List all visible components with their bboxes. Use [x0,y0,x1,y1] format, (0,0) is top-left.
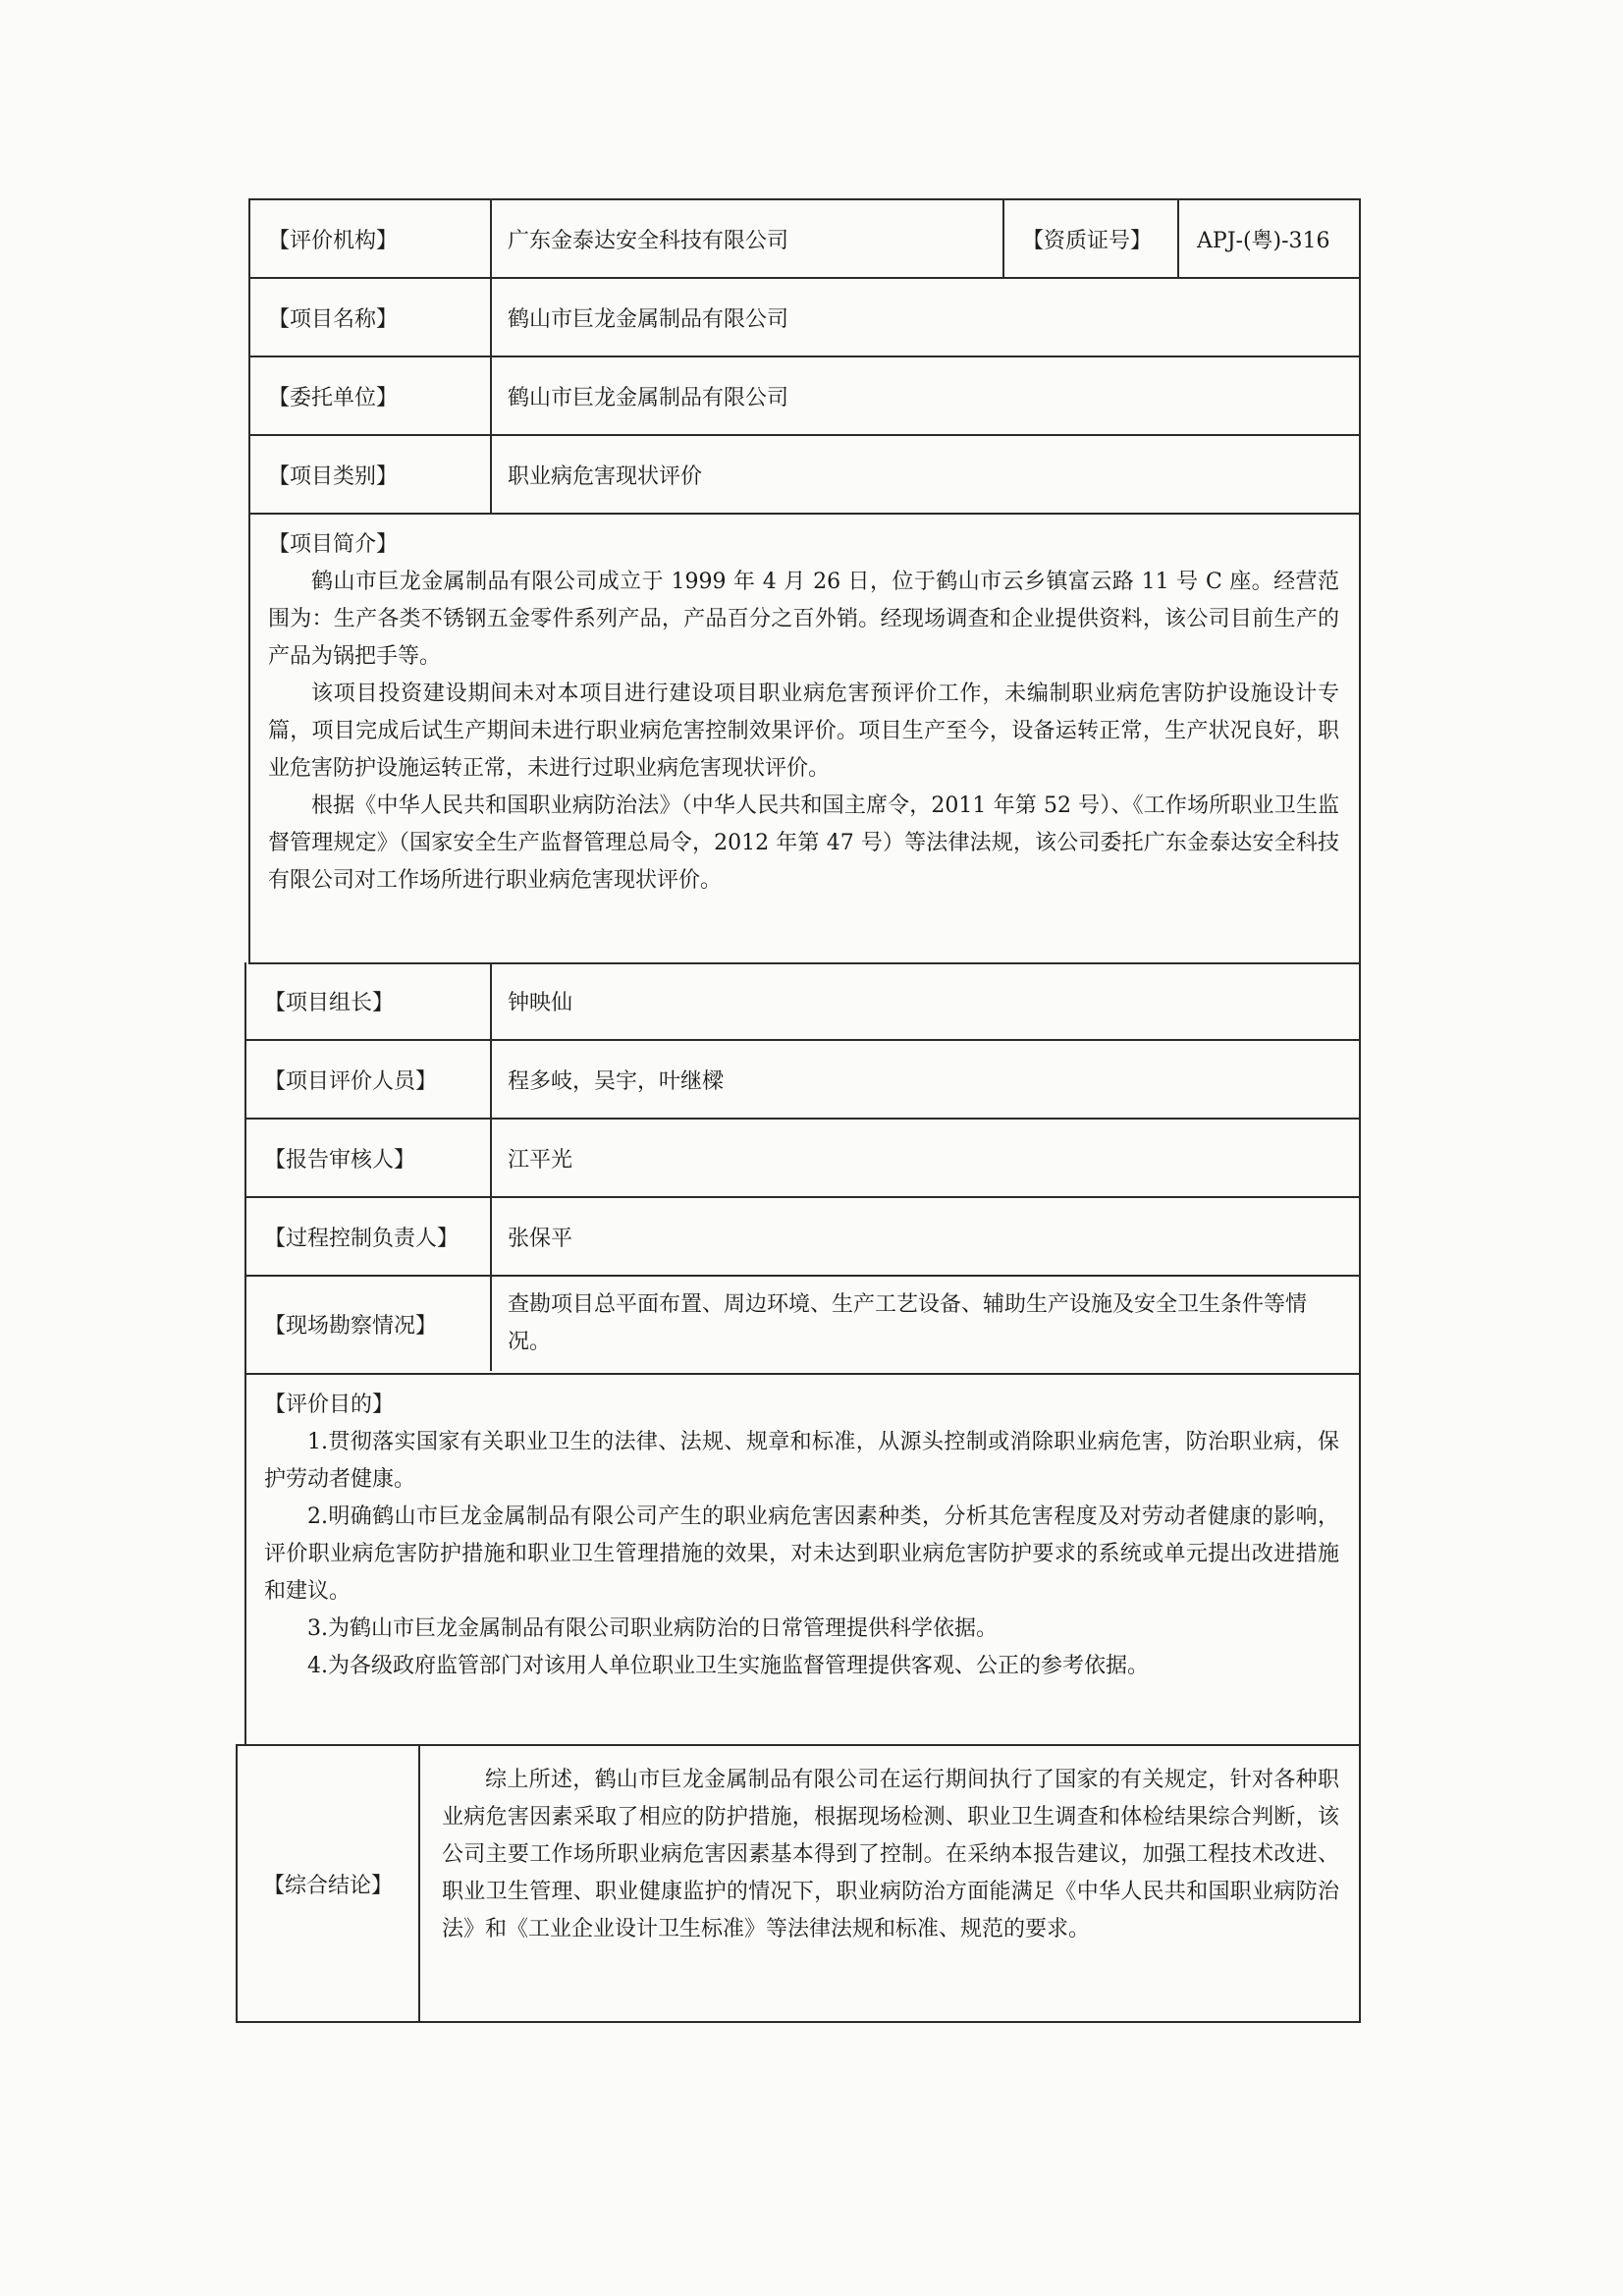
row-evaluators [246,1041,1359,1120]
header-table [248,198,1361,515]
project-name-label: 【项目名称】 [250,279,492,355]
conclusion-label: 【综合结论】 [238,1746,420,2021]
survey-label: 【现场勘察情况】 [246,1277,492,1371]
project-name-value: 鹤山市巨龙金属制品有限公司 [508,306,789,332]
intro-paragraph: 鹤山市巨龙金属制品有限公司成立于 1999 年 4 月 26 日，位于鹤山市云乡镇富云路 11 号 C 座。经营范围为：生产各类不锈钢五金零件系列产品，产品百分之百外销。经现场调查和企业提供资料，该公司目前生产的产品为锅把手等。 [268,570,1339,669]
purpose-item: 3.为鹤山市巨龙金属制品有限公司职业病防治的日常管理提供科学依据。 [307,1616,998,1641]
conclusion-text [420,1746,1359,2021]
purpose-item: 2.明确鹤山市巨龙金属制品有限公司产生的职业病危害因素种类，分析其危害程度及对劳动者健康的影响，评价职业病危害防护措施和职业卫生管理措施的效果，对未达到职业病危害防护要求的系统或单元提出改进措施和建议。 [264,1504,1339,1604]
process-value: 张保平 [508,1226,573,1251]
purpose-content [246,1373,1359,1742]
row-category [250,436,1359,513]
leader-label: 【项目组长】 [246,962,492,1039]
org-value: 广东金泰达安全科技有限公司 [508,228,789,253]
survey-value: 查勘项目总平面布置、周边环境、生产工艺设备、辅助生产设施及安全卫生条件等情况。 [508,1292,1308,1354]
category-label: 【项目类别】 [250,436,492,513]
row-leader [246,962,1359,1041]
row-site-survey [246,1277,1359,1371]
category-value: 职业病危害现状评价 [508,464,703,489]
conclusion-paragraph: 综上所述，鹤山市巨龙金属制品有限公司在运行期间执行了国家的有关规定，针对各种职业病危害因素采取了相应的防护措施，根据现场检测、职业卫生调查和体检结果综合判断，该公司主要工作场所职业病危害因素基本得到了控制。在采纳本报告建议，加强工程技术改进、职业卫生管理、职业健康监护的情况下，职业病防治方面能满足《中华人民共和国职业病防治法》和《工业企业设计卫生标准》等法律法规和标准、规范的要求。 [442,1768,1339,1941]
row-process-control [246,1198,1359,1277]
process-label: 【过程控制负责人】 [246,1198,492,1275]
row-client [250,357,1359,436]
cert-label: 【资质证号】 [1002,200,1179,277]
evaluators-label: 【项目评价人员】 [246,1041,492,1118]
intro-heading: 【项目简介】 [268,532,399,557]
org-label: 【评价机构】 [250,200,492,277]
intro-content [250,513,1359,960]
row-reviewer [246,1120,1359,1198]
purpose-heading: 【评价目的】 [264,1393,395,1417]
intro-paragraph: 根据《中华人民共和国职业病防治法》（中华人民共和国主席令，2011 年第 52 号）、《工作场所职业卫生监督管理规定》（国家安全生产监督管理总局令，2012 年第 47 号）等法律法规，该公司委托广东金泰达安全科技有限公司对工作场所进行职业病危害现状评价。 [268,793,1339,893]
purpose-item: 4.为各级政府监管部门对该用人单位职业卫生实施监督管理提供客观、公正的参考依据。 [307,1654,1149,1678]
reviewer-label: 【报告审核人】 [246,1120,492,1196]
conclusion-section [236,1744,1361,2023]
reviewer-value: 江平光 [508,1147,573,1173]
row-organization [250,200,1359,279]
intro-section [248,513,1361,964]
evaluators-value: 程多岐，吴宇，叶继樑 [508,1068,725,1094]
row-project-name [250,279,1359,357]
leader-value: 钟映仙 [508,990,573,1015]
purpose-section [244,1373,1361,1746]
purpose-item: 1.贯彻落实国家有关职业卫生的法律、法规、规章和标准，从源头控制或消除职业病危害，防治职业病，保护劳动者健康。 [264,1430,1339,1492]
intro-paragraph: 该项目投资建设期间未对本项目进行建设项目职业病危害预评价工作，未编制职业病危害防护设施设计专篇，项目完成后试生产期间未进行职业病危害控制效果评价。项目生产至今，设备运转正常，生产状况良好，职业危害防护设施运转正常，未进行过职业病危害现状评价。 [268,682,1339,781]
client-value: 鹤山市巨龙金属制品有限公司 [508,385,789,410]
cert-value: APJ-(粤)-316 [1197,228,1330,253]
client-label: 【委托单位】 [250,357,492,434]
staff-table [244,962,1361,1375]
